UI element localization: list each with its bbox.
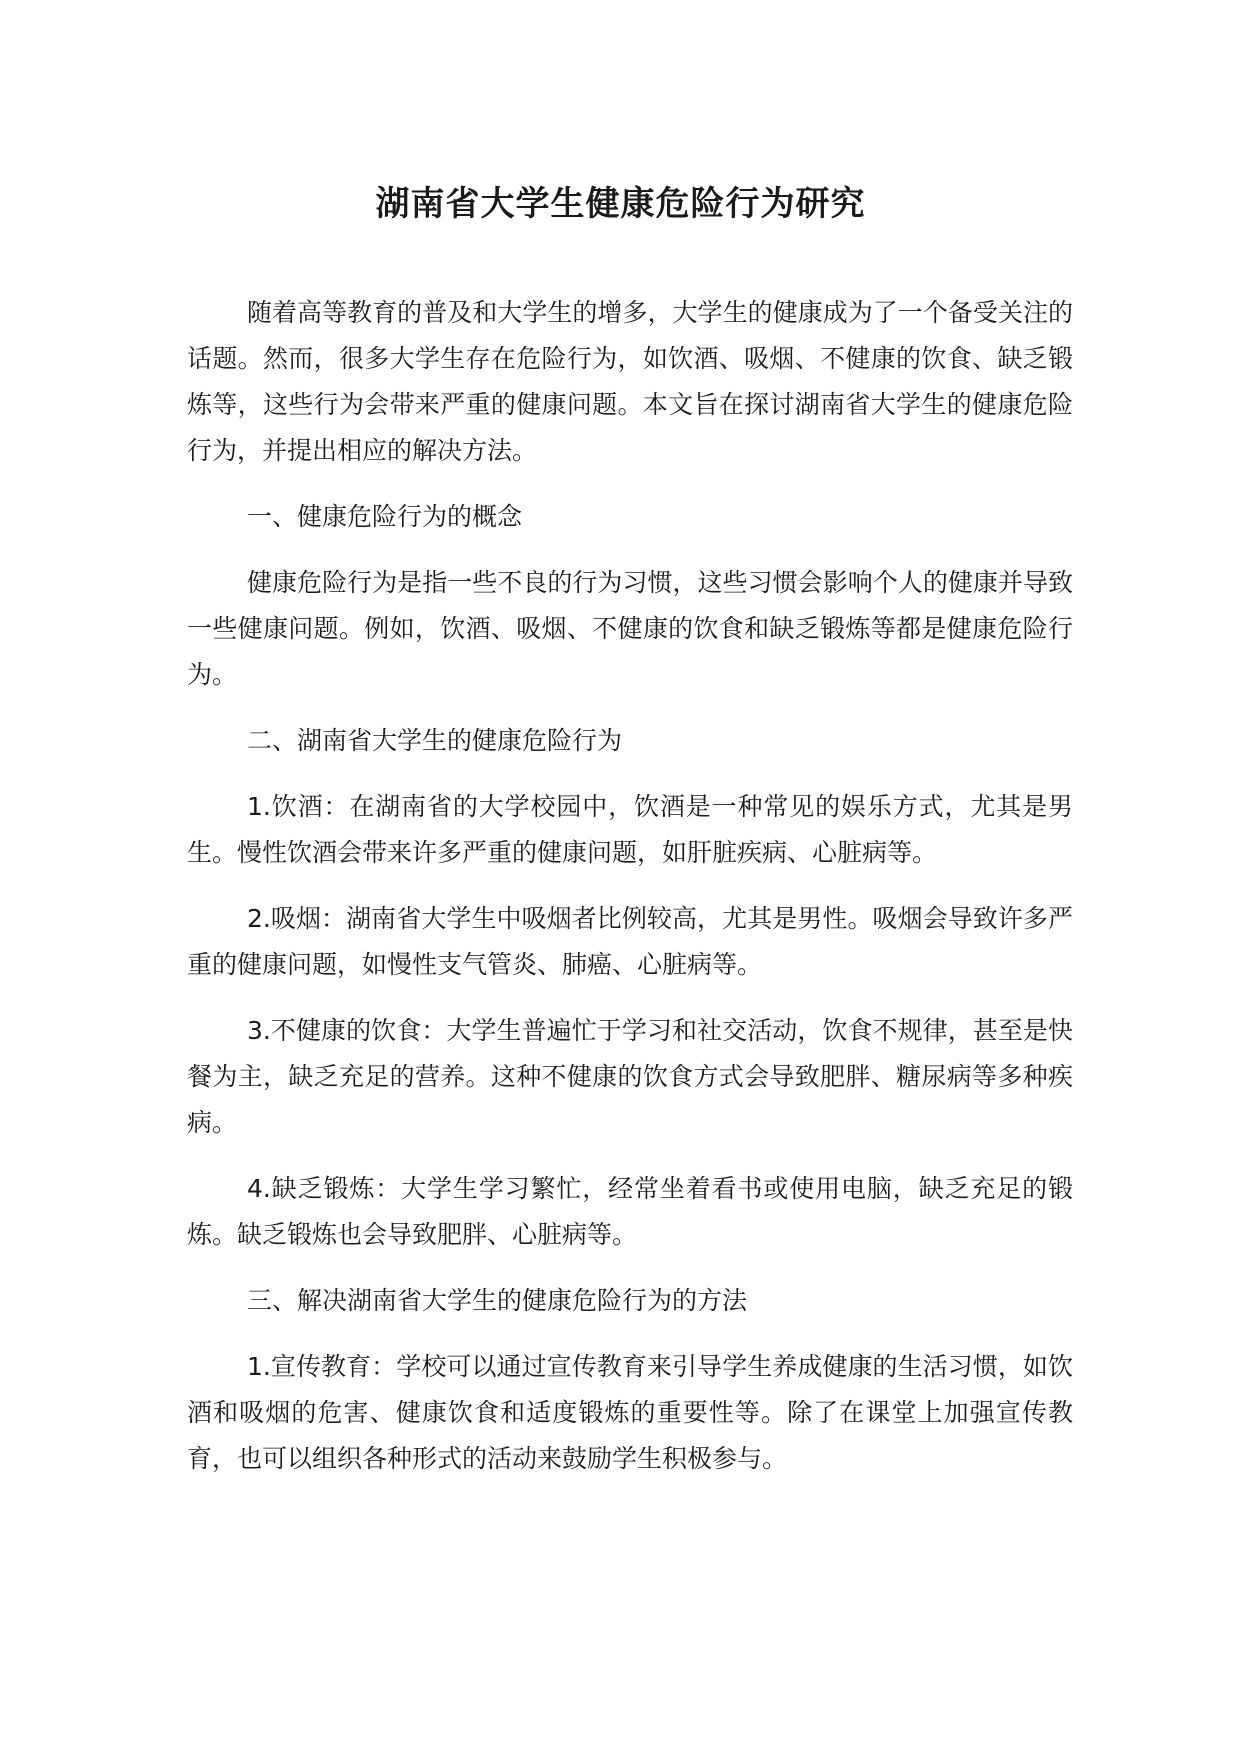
section-2-item-drinking: 1.饮酒：在湖南省的大学校园中，饮酒是一种常见的娱乐方式，尤其是男生。慢性饮酒会带来许多严重的健康问题，如肝脏疾病、心脏病等。 (187, 792, 1073, 867)
section-1-paragraph: 健康危险行为是指一些不良的行为习惯，这些习惯会影响个人的健康并导致一些健康问题。例如，饮酒、吸烟、不健康的饮食和缺乏锻炼等都是健康危险行为。 (187, 568, 1073, 689)
section-3-item-education: 1.宣传教育：学校可以通过宣传教育来引导学生养成健康的生活习惯，如饮酒和吸烟的危害、健康饮食和适度锻炼的重要性等。除了在课堂上加强宣传教育，也可以组织各种形式的活动来鼓励学生积极参与。 (187, 1352, 1073, 1473)
section-2-item-diet: 3.不健康的饮食：大学生普遍忙于学习和社交活动，饮食不规律，甚至是快餐为主，缺乏充足的营养。这种不健康的饮食方式会导致肥胖、糖尿病等多种疾病。 (187, 1016, 1073, 1137)
section-2-item-smoking: 2.吸烟：湖南省大学生中吸烟者比例较高，尤其是男性。吸烟会导致许多严重的健康问题，如慢性支气管炎、肺癌、心脏病等。 (187, 904, 1073, 979)
section-2-item-exercise: 4.缺乏锻炼：大学生学习繁忙，经常坐着看书或使用电脑，缺乏充足的锻炼。缺乏锻炼也会导致肥胖、心脏病等。 (187, 1174, 1073, 1249)
document-title: 湖南省大学生健康危险行为研究 (375, 184, 866, 224)
document-body (187, 290, 1073, 1502)
section-3-heading: 三、解决湖南省大学生的健康危险行为的方法 (247, 1286, 748, 1315)
section-1-heading: 一、健康危险行为的概念 (247, 502, 523, 531)
section-2-heading: 二、湖南省大学生的健康危险行为 (247, 726, 623, 755)
intro-paragraph: 随着高等教育的普及和大学生的增多，大学生的健康成为了一个备受关注的话题。然而，很多大学生存在危险行为，如饮酒、吸烟、不健康的饮食、缺乏锻炼等，这些行为会带来严重的健康问题。本文旨在探讨湖南省大学生的健康危险行为，并提出相应的解决方法。 (187, 298, 1073, 465)
